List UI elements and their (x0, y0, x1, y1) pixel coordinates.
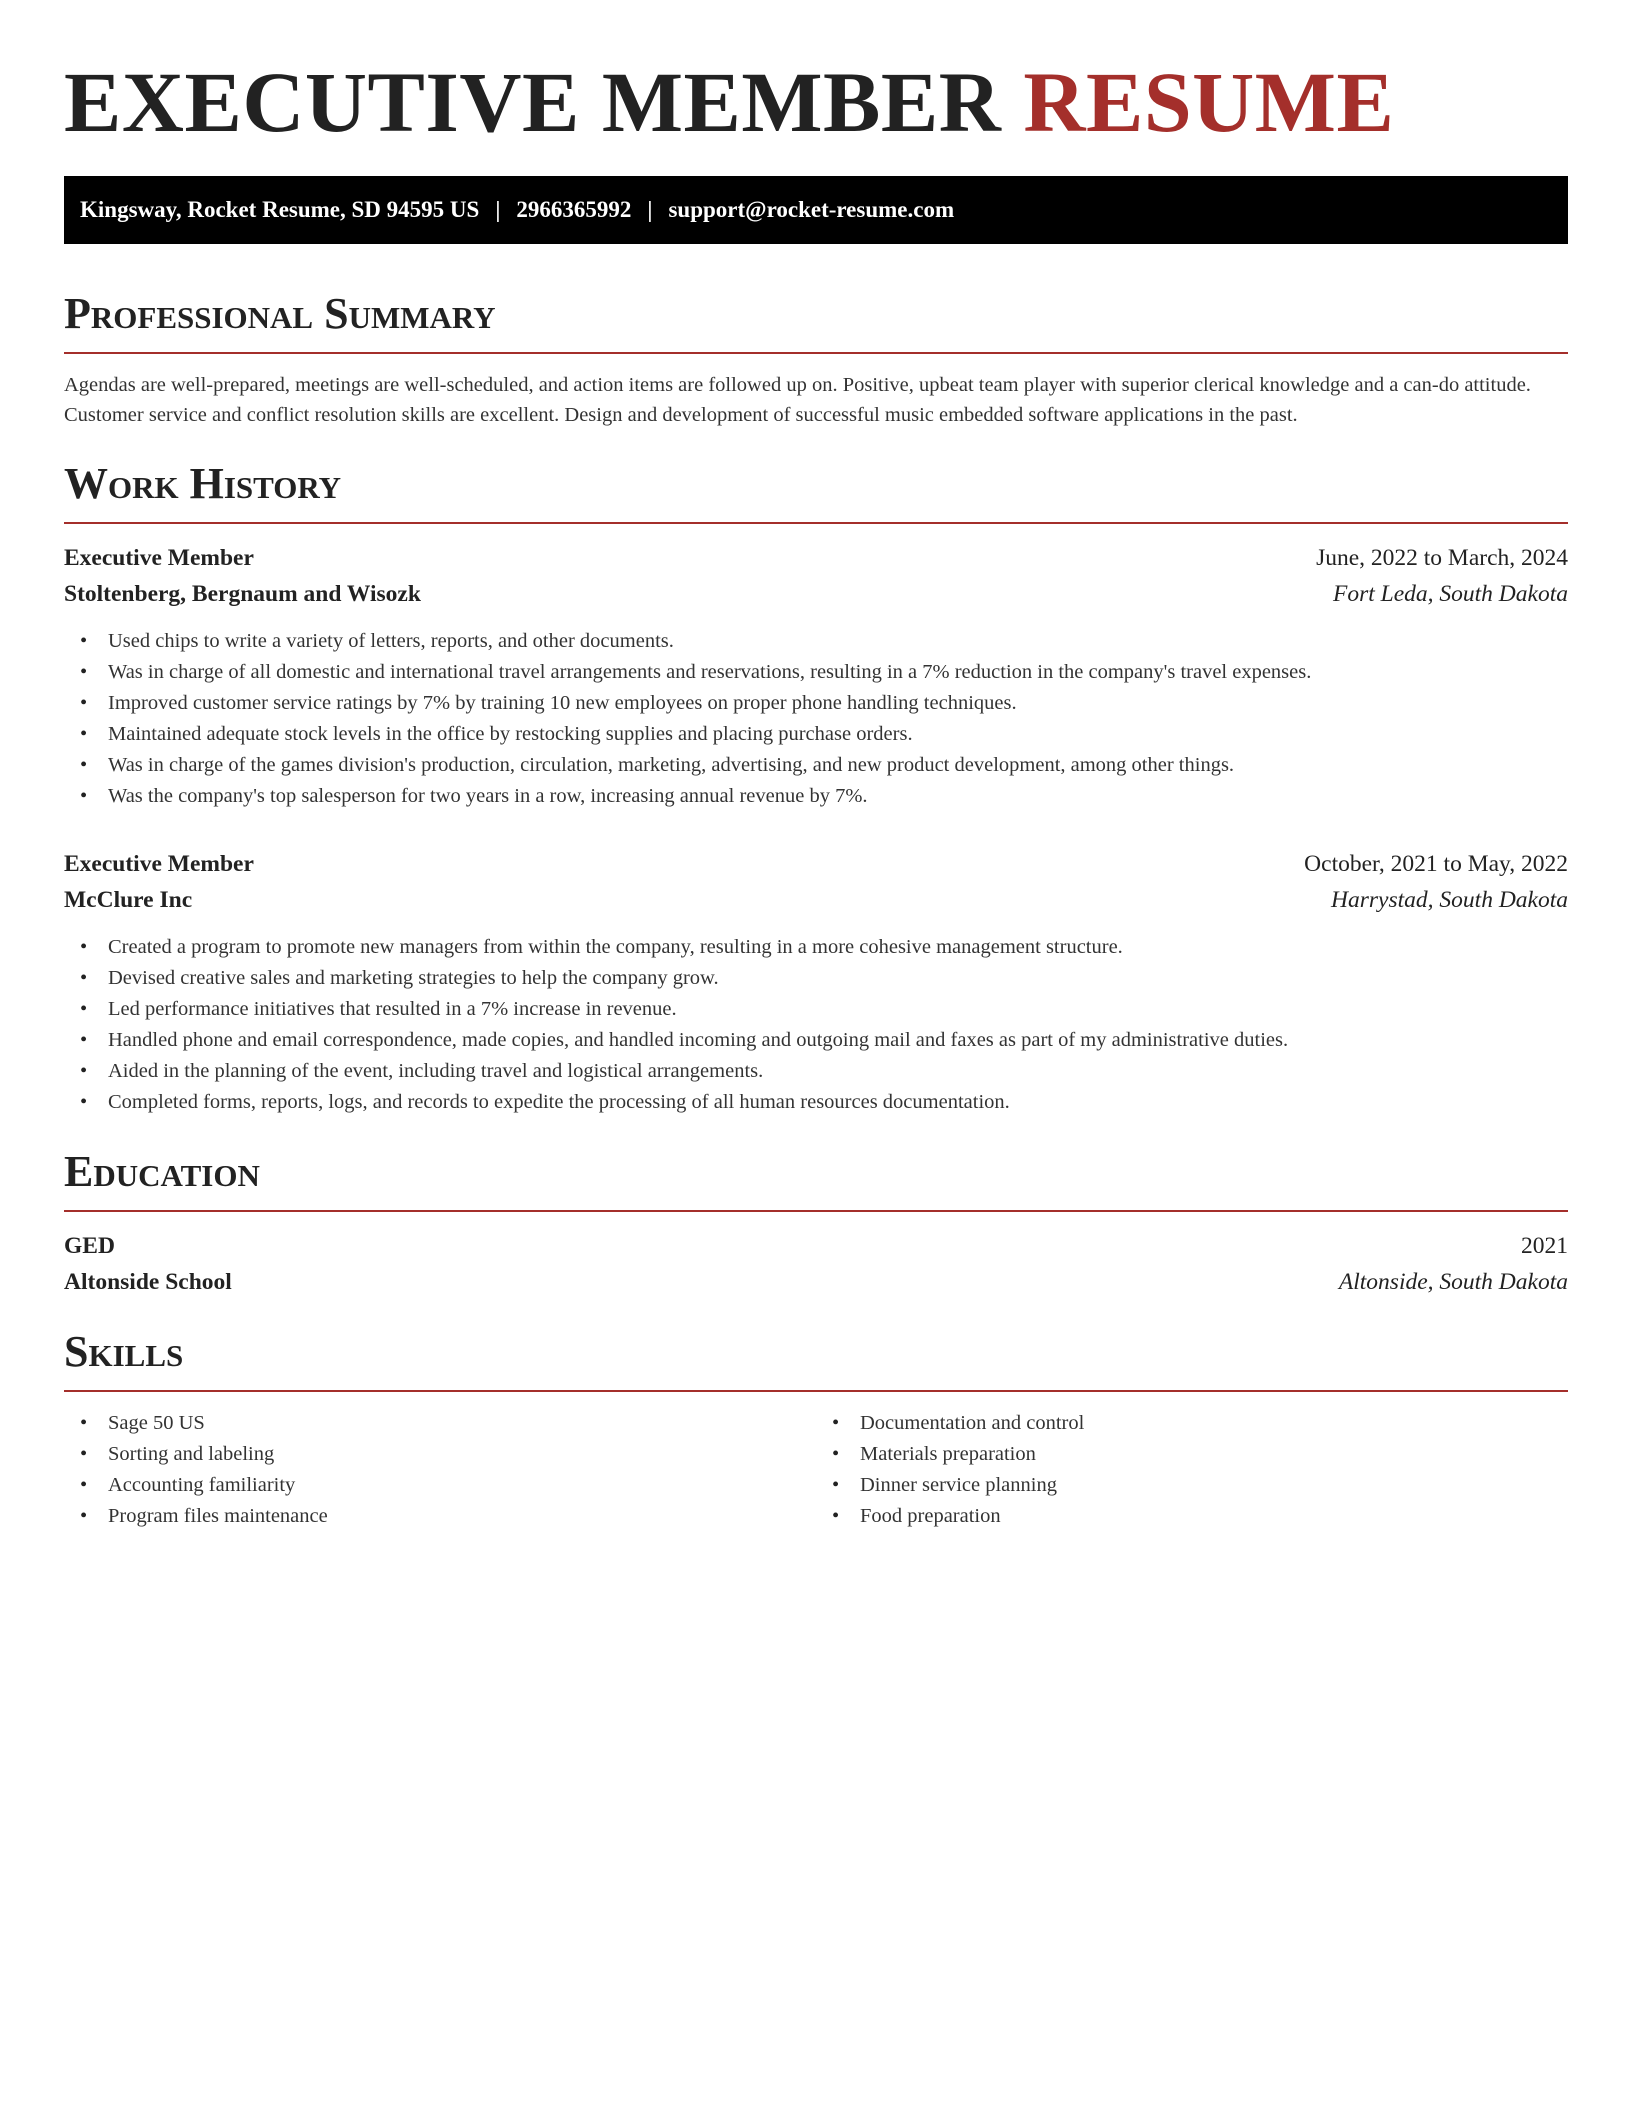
job-title-row (64, 846, 1568, 882)
education-entry (64, 1228, 1568, 1300)
job-entry (64, 846, 1568, 1118)
job-duty: • Was in charge of all domestic and international travel arrangements and reservations, resulting in a 7% reduction in the company's travel expenses. (64, 657, 1568, 688)
job-duty: • Maintained adequate stock levels in the office by restocking supplies and placing purchase orders. (64, 719, 1568, 750)
section-divider (64, 1210, 1568, 1212)
skill-item: • Program files maintenance (64, 1501, 816, 1532)
skill-item: • Accounting familiarity (64, 1470, 816, 1501)
section-divider (64, 352, 1568, 354)
job-duty: • Completed forms, reports, logs, and records to expedite the processing of all human resources documentation. (64, 1087, 1568, 1118)
skills-list-right (816, 1408, 1568, 1532)
job-duty: • Improved customer service ratings by 7% by training 10 new employees on proper phone handling techniques. (64, 688, 1568, 719)
resume-title (64, 52, 1568, 152)
job-duty: • Was the company's top salesperson for two years in a row, increasing annual revenue by 7%. (64, 781, 1568, 812)
job-duty: • Aided in the planning of the event, including travel and logistical arrangements. (64, 1056, 1568, 1087)
contact-separator: | (495, 197, 501, 222)
job-duties-list (64, 626, 1568, 812)
education-school: Altonside School (64, 1269, 232, 1295)
skill-item: • Materials preparation (816, 1439, 1568, 1470)
section-heading-summary: Professional Summary (64, 289, 496, 338)
contact-bar (64, 176, 1568, 244)
job-company: Stoltenberg, Bergnaum and Wisozk (64, 581, 421, 607)
section-divider (64, 1390, 1568, 1392)
job-duty: • Was in charge of the games division's production, circulation, marketing, advertising, and new product development, among other things. (64, 750, 1568, 781)
skill-item: • Documentation and control (816, 1408, 1568, 1439)
job-location: Fort Leda, South Dakota (1333, 581, 1568, 607)
contact-email: support@rocket-resume.com (668, 197, 955, 222)
skill-item: • Sorting and labeling (64, 1439, 816, 1470)
skill-item: • Sage 50 US (64, 1408, 816, 1439)
section-heading-skills: Skills (64, 1327, 184, 1376)
job-title-row (64, 540, 1568, 576)
job-company-row (64, 882, 1568, 918)
education-year: 2021 (1521, 1233, 1568, 1259)
job-duty: • Used chips to write a variety of letters, reports, and other documents. (64, 626, 1568, 657)
work-history-section (64, 456, 1568, 1118)
education-school-row (64, 1264, 1568, 1300)
job-location: Harrystad, South Dakota (1331, 887, 1568, 913)
job-duty: • Created a program to promote new managers from within the company, resulting in a more cohesive management structure. (64, 932, 1568, 963)
job-dates: October, 2021 to May, 2022 (1304, 851, 1568, 877)
skill-item: • Food preparation (816, 1501, 1568, 1532)
job-duty: • Devised creative sales and marketing strategies to help the company grow. (64, 963, 1568, 994)
job-duties-list (64, 932, 1568, 1118)
job-company: McClure Inc (64, 887, 193, 913)
job-entry (64, 540, 1568, 812)
skill-item: • Dinner service planning (816, 1470, 1568, 1501)
education-section (64, 1144, 1568, 1300)
contact-phone: 2966365992 (516, 197, 632, 222)
contact-separator: | (647, 197, 653, 222)
job-title: Executive Member (64, 851, 254, 877)
contact-address: Kingsway, Rocket Resume, SD 94595 US (80, 197, 480, 222)
job-duty: • Led performance initiatives that resulted in a 7% increase in revenue. (64, 994, 1568, 1025)
job-duty: • Handled phone and email correspondence, made copies, and handled incoming and outgoing mail and faxes as part of my administrative duties. (64, 1025, 1568, 1056)
skills-grid (64, 1408, 1568, 1532)
summary-text: Agendas are well-prepared, meetings are well-scheduled, and action items are followed up on. Positive, upbeat team player with superior clerical knowledge and a can-do attitude. Customer service and conflict resolution skills are excellent. Design and development of successful music embedded software applications in the past. (64, 374, 1531, 426)
title-main: EXECUTIVE MEMBER (64, 54, 1002, 150)
job-company-row (64, 576, 1568, 612)
section-heading-education: Education (64, 1147, 260, 1196)
professional-summary-section (64, 286, 1568, 430)
section-divider (64, 522, 1568, 524)
education-degree-row (64, 1228, 1568, 1264)
title-accent: RESUME (1023, 54, 1395, 150)
education-degree: GED (64, 1233, 115, 1259)
skills-list-left (64, 1408, 816, 1532)
skills-section (64, 1324, 1568, 1532)
job-title: Executive Member (64, 545, 254, 571)
section-heading-work: Work History (64, 459, 342, 508)
education-location: Altonside, South Dakota (1338, 1269, 1568, 1295)
job-dates: June, 2022 to March, 2024 (1316, 545, 1568, 571)
